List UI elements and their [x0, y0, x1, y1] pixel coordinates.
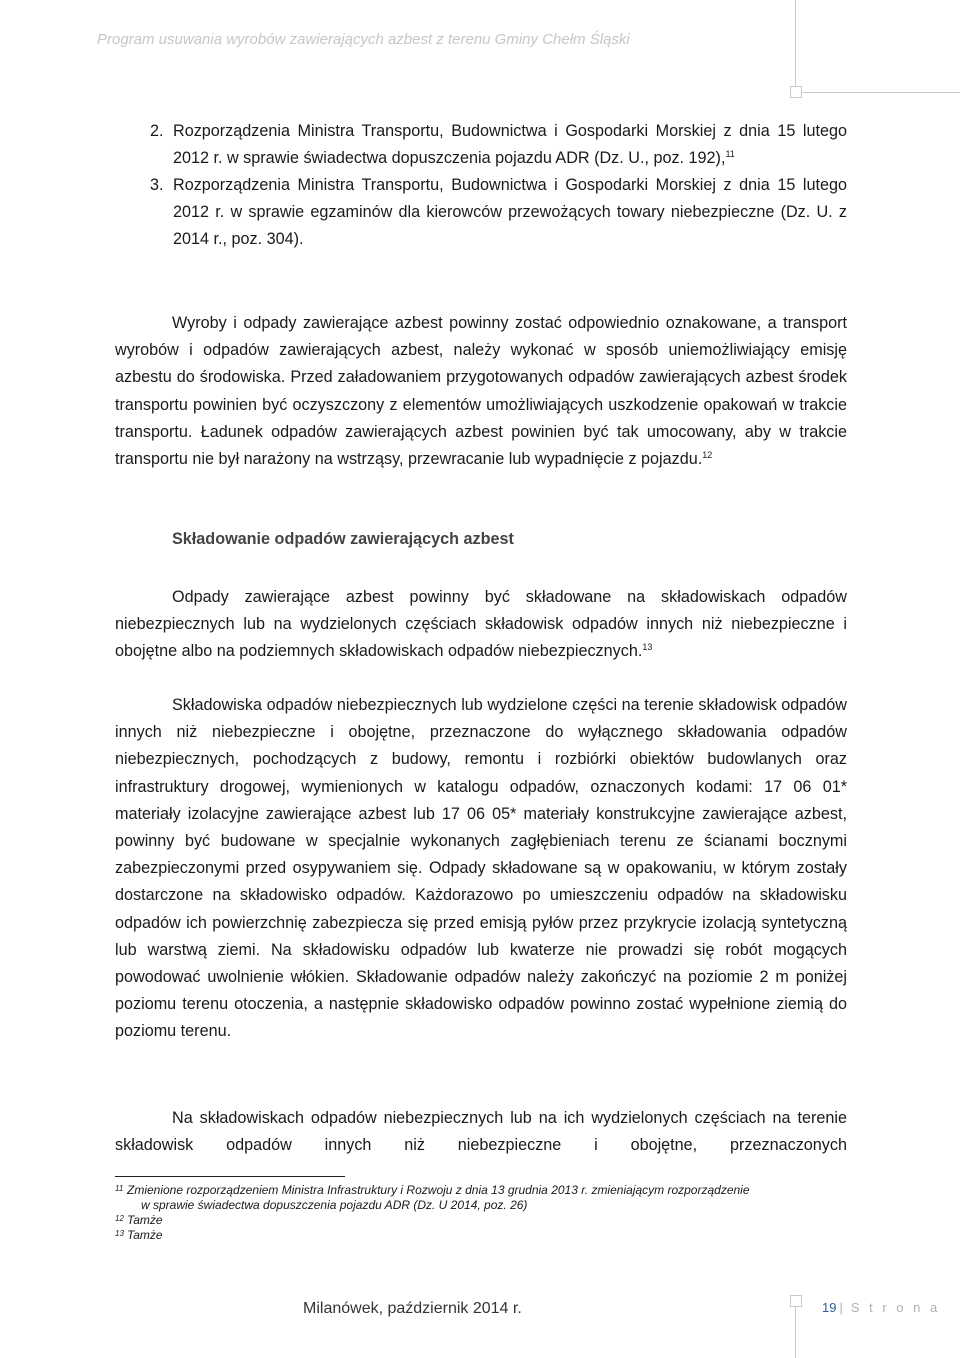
- footer-place-date: Milanówek, październik 2014 r.: [303, 1300, 522, 1317]
- list-item-text: Rozporządzenia Ministra Transportu, Budownictwa i Gospodarki Morskiej z dnia 15 lutego 2012 r. w sprawie egzaminów dla kierowców przewożących towary niebezpieczne (Dz. U. z 2014 r., poz. 304).: [173, 176, 847, 248]
- footnote: [115, 1228, 835, 1243]
- header-vertical-rule: [795, 0, 796, 86]
- footnote-number: 13: [115, 1229, 124, 1238]
- page-word: S t r o n a: [850, 1300, 941, 1315]
- paragraph-text: Odpady zawierające azbest powinny być składowane na składowiskach odpadów niebezpiecznych lub na wydzielonych częściach składowisk odpadów innych niż niebezpieczne i obojętne albo na podziemnych składowiskach odpadów niebezpiecznych.: [115, 588, 847, 661]
- footnote-number: 11: [115, 1184, 124, 1193]
- list-item-text: Rozporządzenia Ministra Transportu, Budownictwa i Gospodarki Morskiej z dnia 15 lutego 2012 r. w sprawie świadectwa dopuszczenia pojazdu ADR (Dz. U., poz. 192),: [173, 122, 847, 167]
- header-horizontal-rule: [802, 92, 960, 93]
- regulation-list: [150, 118, 847, 253]
- section-heading: Składowanie odpadów zawierających azbest: [172, 530, 514, 548]
- paragraph-storage: [115, 584, 847, 666]
- footnote: [115, 1213, 835, 1228]
- footnote-ref[interactable]: 12: [702, 450, 713, 461]
- paragraph-landfills: Składowiska odpadów niebezpiecznych lub wydzielone części na terenie składowisk odpadów innych niż niebezpieczne i obojętne, przeznaczone do wyłącznego składowania odpadów niebezpiecznych, pochodzących z budowy, remontu i rozbiórki obiektów budowlanych oraz infrastruktury drogowej, wymienionych w katalogu odpadów, oznaczonych kodami: 17 06 01* materiały izolacyjne zawierające azbest lub 17 06 05* materiały konstrukcyjne zawierające azbest, powinny być budowane w specjalnie wykonanych zagłębieniach terenu ze ścianami bocznymi zabezpieczonymi przed osypywaniem się. Odpady składowane są w opakowaniu, w którym zostały dostarczone na składowisko odpadów. Każdorazowo po umieszczeniu odpadów na składowisku odpadów ich powierzchnię zabezpiecza się przed emisją pyłów przez przykrycie izolacją syntetyczną lub warstwą ziemi. Na składowisku odpadów lub kwaterze nie prowadzi się robót mogących powodować uwolnienie włókien. Składowanie odpadów należy zakończyć na poziomie 2 m poniżej poziomu terenu otoczenia, a następnie składowisko odpadów powinno zostać wypełnione ziemią do poziomu terenu.: [115, 696, 847, 1041]
- page-separator: |: [839, 1300, 846, 1315]
- footnote-text: Tamże: [127, 1213, 163, 1227]
- list-item: [150, 118, 847, 172]
- footnote-text: Tamże: [127, 1228, 163, 1242]
- list-item: [150, 172, 847, 253]
- paragraph-text: Wyroby i odpady zawierające azbest powinny zostać odpowiednio oznakowane, a transport wyrobów i odpadów zawierających azbest, należy wykonać w sposób uniemożliwiający emisję azbestu do środowiska. Przed załadowaniem przygotowanych odpadów zawierających azbest środek transportu powinien być oczyszczony z elementów umożliwiających uszkodzenie opakowań w trakcie transportu. Ładunek odpadów zawierających azbest powinien być tak umocowany, aby w trakcie transportu nie był narażony na wstrząsy, przewracanie lub wypadnięcie z pojazdu.: [115, 314, 847, 469]
- footer-page-indicator: [822, 1300, 940, 1315]
- list-item-number: 2.: [150, 122, 164, 140]
- footnote-text-continued: w sprawie świadectwa dopuszczenia pojazdu ADR (Dz. U 2014, poz. 26): [141, 1198, 528, 1212]
- footnote-number: 12: [115, 1214, 124, 1223]
- footnotes: [115, 1183, 835, 1243]
- paragraph-continued: Na składowiskach odpadów niebezpiecznych lub na ich wydzielonych częściach na terenie składowisk odpadów innych niż niebezpieczne i obojętne, przeznaczonych: [115, 1109, 847, 1155]
- footnote-ref[interactable]: 11: [725, 149, 735, 159]
- header-corner-box: [790, 86, 802, 98]
- page-number: 19: [822, 1300, 837, 1315]
- footer-vertical-rule: [795, 1300, 796, 1358]
- footnote: [115, 1183, 835, 1213]
- footer-corner-box: [790, 1295, 802, 1307]
- footnote-separator: [115, 1176, 345, 1177]
- list-item-number: 3.: [150, 176, 164, 194]
- paragraph-transport: [115, 310, 847, 473]
- footnote-text: Zmienione rozporządzeniem Ministra Infrastruktury i Rozwoju z dnia 13 grudnia 2013 r. zmieniającym rozporządzenie: [127, 1183, 750, 1197]
- footnote-ref[interactable]: 13: [642, 642, 653, 653]
- page-header-title: Program usuwania wyrobów zawierających azbest z terenu Gminy Chełm Śląski: [97, 31, 630, 48]
